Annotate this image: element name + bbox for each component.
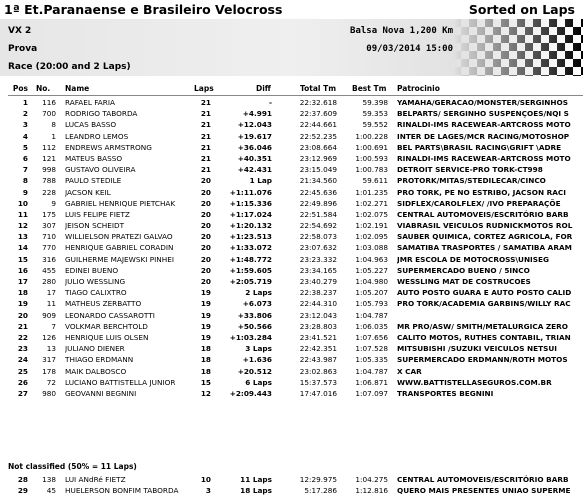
cell-best: 1:00.691 xyxy=(355,142,388,152)
cell-no: 700 xyxy=(42,109,56,119)
cell-diff: +1:59.605 xyxy=(229,265,272,275)
cell-best: 1:05.227 xyxy=(355,265,388,275)
cell-pat: YAMAHA/GERACAO/MONSTER/SERGINHOS xyxy=(397,98,568,107)
cell-best: 1:05.793 xyxy=(355,299,388,309)
cell-name: THIAGO ERDMANN xyxy=(65,355,134,365)
cell-no: 178 xyxy=(42,366,56,376)
cell-laps: 21 xyxy=(200,165,211,175)
not-classified-table xyxy=(0,475,583,497)
cell-laps: 19 xyxy=(200,288,211,298)
cell-name: ENDREWS ARMSTRONG xyxy=(65,142,152,152)
cell-pat: TRANSPORTES BEGNINI xyxy=(397,388,494,398)
cell-no: 980 xyxy=(42,388,56,398)
cell-total: 5:17.286 xyxy=(304,486,337,496)
table-row xyxy=(0,333,583,344)
cell-pat: RINALDI-IMS RACEWEAR-ARTCROSS MOTO xyxy=(397,120,571,130)
cell-pos: 18 xyxy=(17,288,28,298)
table-row xyxy=(0,299,583,310)
cell-best: 1:00.783 xyxy=(355,165,388,175)
cell-total: 22:45.636 xyxy=(299,187,337,197)
cell-diff: +4.991 xyxy=(242,109,272,119)
table-row xyxy=(0,243,583,254)
cell-diff: +1.636 xyxy=(242,355,272,365)
cell-best: 1:07.656 xyxy=(355,332,388,342)
cell-best: 1:04.787 xyxy=(355,366,388,376)
cell-pos: 21 xyxy=(17,321,28,331)
cell-pos: 9 xyxy=(22,187,28,197)
cell-diff: +1:48.772 xyxy=(229,254,272,264)
cell-pos: 16 xyxy=(17,265,28,275)
cell-pat: DETROIT SERVICE-PRO TORK-CT998 xyxy=(397,165,543,175)
table-row xyxy=(0,98,583,109)
table-row xyxy=(0,367,583,378)
not-classified-label: Not classified (50% = 11 Laps) xyxy=(8,462,137,471)
cell-best: 1:07.097 xyxy=(355,388,388,398)
cell-total: 22:42.351 xyxy=(299,344,337,354)
cell-best: 1:04.980 xyxy=(355,277,388,286)
cell-best: 1:05.207 xyxy=(355,288,388,298)
table-row xyxy=(0,378,583,389)
race-header xyxy=(0,19,583,76)
cell-pat: PRO TORK, PE NO ESTRIBO, JACSON RACI xyxy=(397,187,566,197)
cell-name: TIAGO CALIXTRO xyxy=(65,288,127,298)
cell-diff: +42.431 xyxy=(237,165,272,175)
cell-total: 23:12.969 xyxy=(299,153,337,163)
cell-no: 280 xyxy=(42,277,56,286)
cell-no: 316 xyxy=(42,254,56,264)
cell-pat: PRO TORK/ACADEMIA GARBINS/WILLY RAC xyxy=(397,299,571,309)
cell-diff: +1:17.024 xyxy=(229,209,272,219)
cell-no: 228 xyxy=(42,187,56,197)
cell-best: 1:00.228 xyxy=(355,131,388,141)
cell-laps: 20 xyxy=(200,265,211,275)
cell-total: 23:15.049 xyxy=(299,165,337,175)
cell-total: 22:52.235 xyxy=(299,131,337,141)
table-row xyxy=(0,486,583,497)
cell-name: JULIO WESSLING xyxy=(65,277,126,286)
cell-laps: 21 xyxy=(200,153,211,163)
cell-pat: SIDFLEX/CAROLFLEX/ /IVO PREPARAÇÕE xyxy=(397,198,561,208)
table-row xyxy=(0,255,583,266)
cell-no: 9 xyxy=(51,198,56,208)
cell-pat: CALITO MOTOS, RUTHES CONTABIL, TRIAN xyxy=(397,332,571,342)
cell-diff: 2 Laps xyxy=(245,288,272,298)
race-info: Race (20:00 and 2 Laps) xyxy=(8,62,131,72)
cell-laps: 3 xyxy=(205,486,211,496)
checkered-flag-icon xyxy=(453,19,583,76)
cell-name: RAFAEL FARIA xyxy=(65,98,116,107)
cell-total: 22:54.692 xyxy=(299,221,337,231)
cell-total: 23:40.279 xyxy=(299,277,337,286)
cell-pat: SAUBER QUIMICA, CORTEZ AGRICOLA, FOR xyxy=(397,232,573,242)
cell-best: 1:01.235 xyxy=(355,187,388,197)
cell-pos: 19 xyxy=(17,299,28,309)
cell-name: HENRIQUE GABRIEL CORADIN xyxy=(65,243,174,253)
cell-laps: 18 xyxy=(200,344,211,354)
cell-pos: 10 xyxy=(17,198,28,208)
table-row xyxy=(0,176,583,187)
cell-best: 59.611 xyxy=(362,176,388,186)
cell-diff: +50.566 xyxy=(237,321,272,331)
cell-no: 13 xyxy=(46,344,56,354)
cell-no: 710 xyxy=(42,232,56,242)
cell-total: 23:28.803 xyxy=(299,321,337,331)
col-no: No. xyxy=(36,84,51,93)
cell-name: MATEUS BASSO xyxy=(65,153,123,163)
cell-laps: 19 xyxy=(200,332,211,342)
cell-no: 121 xyxy=(42,153,56,163)
cell-total: 23:41.521 xyxy=(299,332,337,342)
cell-no: 998 xyxy=(42,165,56,175)
title-bar xyxy=(0,0,583,19)
cell-diff: +1:11.076 xyxy=(229,187,272,197)
cell-no: 112 xyxy=(42,142,56,152)
cell-pos: 7 xyxy=(22,165,28,175)
cell-diff: +20.512 xyxy=(237,366,272,376)
cell-total: 15:37.573 xyxy=(299,377,337,387)
cell-best: 1:07.528 xyxy=(355,344,388,354)
cell-total: 22:44.310 xyxy=(299,299,337,309)
table-row xyxy=(0,311,583,322)
cell-pos: 29 xyxy=(17,486,28,496)
cell-laps: 20 xyxy=(200,198,211,208)
cell-no: 72 xyxy=(46,377,56,387)
cell-no: 175 xyxy=(42,209,56,219)
cell-total: 22:43.987 xyxy=(299,355,337,365)
table-row xyxy=(0,109,583,120)
cell-no: 138 xyxy=(42,475,56,484)
cell-pos: 12 xyxy=(17,221,28,231)
cell-name: JEISON SCHEIDT xyxy=(65,221,125,231)
event-title: 1ª Et.Paranaense e Brasileiro Velocross xyxy=(4,2,283,17)
cell-pos: 28 xyxy=(17,475,28,484)
cell-laps: 19 xyxy=(200,299,211,309)
cell-name: LUCIANO BATTISTELLA JUNIOR xyxy=(65,377,176,387)
cell-pos: 8 xyxy=(22,176,28,186)
cell-laps: 19 xyxy=(200,310,211,320)
cell-name: LUI ANdRé FIETZ xyxy=(65,475,126,484)
venue-label: Balsa Nova 1,200 Km xyxy=(350,26,453,36)
cell-diff: +1:33.072 xyxy=(229,243,272,253)
cell-total: 21:34.560 xyxy=(299,176,337,186)
cell-laps: 21 xyxy=(200,98,211,107)
cell-pat: WWW.BATTISTELLASEGUROS.COM.BR xyxy=(397,377,552,387)
cell-pat: SUPERMERCADO BUENO / 5INCO xyxy=(397,265,530,275)
cell-no: 126 xyxy=(42,332,56,342)
cell-pos: 22 xyxy=(17,332,28,342)
cell-pat: CENTRAL AUTOMOVEIS/ESCRITÓRIO BARB xyxy=(397,209,569,219)
cell-total: 22:58.073 xyxy=(299,232,337,242)
col-best: Best Tm xyxy=(352,84,387,93)
cell-pos: 17 xyxy=(17,277,28,286)
cell-name: HENRIQUE LUIS OLSEN xyxy=(65,332,149,342)
table-row xyxy=(0,210,583,221)
cell-name: WILLIELSON PRATEZI GALVAO xyxy=(65,232,173,242)
cell-pos: 15 xyxy=(17,254,28,264)
cell-laps: 20 xyxy=(200,221,211,231)
cell-name: LEANDRO LEMOS xyxy=(65,131,129,141)
table-row xyxy=(0,322,583,333)
cell-pat: BEL PARTS\BRASIL RACING\GRIFT \ADRE xyxy=(397,142,562,152)
cell-name: LEONARDO CASSAROTTI xyxy=(65,310,155,320)
cell-diff: +19.617 xyxy=(237,131,272,141)
cell-diff: 3 Laps xyxy=(245,344,272,354)
cell-diff: +12.043 xyxy=(237,120,272,130)
table-row xyxy=(0,165,583,176)
cell-total: 22:32.618 xyxy=(299,98,337,107)
cell-total: 22:37.609 xyxy=(299,109,337,119)
cell-name: VOLKMAR BERCHTOLD xyxy=(65,321,148,331)
cell-diff: +1:15.336 xyxy=(229,198,272,208)
cell-diff: +2:05.719 xyxy=(229,277,272,286)
cell-best: 1:04.963 xyxy=(355,254,388,264)
col-pos: Pos xyxy=(12,84,28,93)
cell-laps: 21 xyxy=(200,142,211,152)
cell-name: RODRIGO TABORDA xyxy=(65,109,138,119)
cell-pat: MITSUBISHI /SUZUKI VEICULOS NETSUI xyxy=(397,344,557,354)
cell-laps: 21 xyxy=(200,120,211,130)
cell-diff: - xyxy=(268,98,272,107)
table-row xyxy=(0,188,583,199)
cell-name: GABRIEL HENRIQUE PIETCHAK xyxy=(65,198,176,208)
cell-pat: SUPERMERCADO ERDMANN/ROTH MOTOS xyxy=(397,355,568,365)
cell-total: 22:38.237 xyxy=(299,288,337,298)
col-patrocinio: Patrocinio xyxy=(397,84,440,93)
cell-best: 59.552 xyxy=(362,120,388,130)
table-row xyxy=(0,199,583,210)
cell-pos: 2 xyxy=(22,109,28,119)
table-row xyxy=(0,221,583,232)
col-diff: Diff xyxy=(256,84,271,93)
cell-total: 23:08.664 xyxy=(299,142,337,152)
cell-pos: 6 xyxy=(22,153,28,163)
cell-name: MAIK DALBOSCO xyxy=(65,366,127,376)
cell-total: 22:51.584 xyxy=(299,209,337,219)
cell-no: 317 xyxy=(42,355,56,365)
cell-laps: 20 xyxy=(200,277,211,286)
cell-name: HUELERSON BONFIM TABORDA xyxy=(65,486,179,496)
cell-best: 1:03.088 xyxy=(355,243,388,253)
cell-no: 45 xyxy=(46,486,56,496)
cell-best: 59.398 xyxy=(362,98,388,107)
cell-pat: JMR ESCOLA DE MOTOCROSS\UNISEG xyxy=(397,254,549,264)
table-row xyxy=(0,120,583,131)
cell-no: 8 xyxy=(51,120,56,130)
cell-no: 116 xyxy=(42,98,56,107)
divider xyxy=(8,95,583,96)
cell-diff: 6 Laps xyxy=(245,377,272,387)
cell-name: JACSON KEIL xyxy=(65,187,111,197)
col-total: Total Tm xyxy=(300,84,337,93)
cell-name: JULIANO DIENER xyxy=(65,344,125,354)
table-row xyxy=(0,475,583,486)
table-row xyxy=(0,288,583,299)
table-row xyxy=(0,143,583,154)
cell-no: 909 xyxy=(42,310,56,320)
cell-best: 1:02.095 xyxy=(355,232,388,242)
sort-label: Sorted on Laps xyxy=(468,2,575,17)
cell-name: EDINEI BUENO xyxy=(65,265,119,275)
col-laps: Laps xyxy=(194,84,214,93)
cell-best: 1:05.335 xyxy=(355,355,388,365)
cell-pat: CENTRAL AUTOMOVEIS/ESCRITÓRIO BARB xyxy=(397,475,569,484)
cell-no: 17 xyxy=(46,288,56,298)
cell-pat: MR PRO/ASW/ SMITH/METALURGICA ZERO xyxy=(397,321,568,331)
cell-name: LUIS FELIPE FIETZ xyxy=(65,209,130,219)
cell-laps: 20 xyxy=(200,209,211,219)
cell-diff: +1:20.132 xyxy=(229,221,272,231)
cell-total: 22:49.896 xyxy=(299,198,337,208)
cell-best: 1:02.075 xyxy=(355,209,388,219)
cell-pos: 20 xyxy=(17,310,28,320)
cell-total: 23:12.043 xyxy=(299,310,337,320)
cell-name: PAULO STEDILE xyxy=(65,176,122,186)
cell-pos: 24 xyxy=(17,355,28,365)
cell-diff: +1:03.284 xyxy=(229,332,272,342)
cell-diff: 18 Laps xyxy=(240,486,272,496)
table-row xyxy=(0,355,583,366)
cell-laps: 21 xyxy=(200,131,211,141)
cell-pat: BELPARTS/ SERGINHO SUSPENÇOES/NQI S xyxy=(397,109,569,119)
cell-no: 770 xyxy=(42,243,56,253)
cell-pos: 25 xyxy=(17,366,28,376)
table-row xyxy=(0,154,583,165)
cell-best: 1:04.275 xyxy=(355,475,388,484)
cell-best: 1:04.787 xyxy=(355,310,388,320)
cell-pos: 11 xyxy=(17,209,28,219)
cell-name: GUILHERME MAJEWSKI PINHEI xyxy=(65,254,175,264)
cell-pat: RINALDI-IMS RACEWEAR-ARTCROSS MOTO xyxy=(397,153,571,163)
cell-pos: 23 xyxy=(17,344,28,354)
cell-total: 23:34.165 xyxy=(299,265,337,275)
cell-name: LUCAS BASSO xyxy=(65,120,117,130)
cell-diff: +40.351 xyxy=(237,153,272,163)
cell-laps: 20 xyxy=(200,243,211,253)
class-label: VX 2 xyxy=(8,26,32,36)
table-row xyxy=(0,266,583,277)
cell-no: 455 xyxy=(42,265,56,275)
table-row xyxy=(0,277,583,288)
cell-laps: 18 xyxy=(200,366,211,376)
cell-best: 1:00.593 xyxy=(355,153,388,163)
cell-diff: 11 Laps xyxy=(240,475,272,484)
cell-total: 23:02.863 xyxy=(299,366,337,376)
cell-pat: X CAR xyxy=(397,366,422,376)
cell-pos: 3 xyxy=(22,120,28,130)
cell-laps: 10 xyxy=(200,475,211,484)
cell-best: 1:02.271 xyxy=(355,198,388,208)
table-row xyxy=(0,132,583,143)
table-row xyxy=(0,344,583,355)
cell-laps: 18 xyxy=(200,355,211,365)
cell-laps: 15 xyxy=(200,377,211,387)
cell-diff: +1:23.513 xyxy=(229,232,272,242)
cell-total: 12:29.975 xyxy=(299,475,337,484)
cell-no: 307 xyxy=(42,221,56,231)
cell-diff: +36.046 xyxy=(237,142,272,152)
cell-pos: 26 xyxy=(17,377,28,387)
cell-laps: 20 xyxy=(200,232,211,242)
cell-best: 59.353 xyxy=(362,109,388,119)
cell-diff: +33.806 xyxy=(237,310,272,320)
cell-no: 788 xyxy=(42,176,56,186)
cell-total: 17:47.016 xyxy=(299,388,337,398)
cell-total: 22:44.661 xyxy=(299,120,337,130)
cell-name: GEOVANNI BEGNINI xyxy=(65,388,137,398)
cell-total: 23:07.632 xyxy=(299,243,337,253)
cell-pos: 1 xyxy=(22,98,28,107)
cell-name: GUSTAVO OLIVEIRA xyxy=(65,165,136,175)
cell-pos: 27 xyxy=(17,388,28,398)
cell-pos: 4 xyxy=(22,131,28,141)
cell-best: 1:02.191 xyxy=(355,221,388,231)
cell-laps: 20 xyxy=(200,176,211,186)
cell-pat: WESSLING MAT DE COSTRUCOES xyxy=(397,277,531,286)
cell-laps: 20 xyxy=(200,254,211,264)
table-row xyxy=(0,232,583,243)
datetime-label: 09/03/2014 15:00 xyxy=(366,44,453,54)
cell-pat: INTER DE LAGES/MCR RACING/MOTOSHOP xyxy=(397,131,570,141)
cell-diff: 1 Lap xyxy=(249,176,272,186)
cell-no: 7 xyxy=(51,321,56,331)
cell-pat: VIABRASIL VEICULOS RUDNICKMOTOS ROL xyxy=(397,221,573,231)
table-row xyxy=(0,389,583,400)
cell-laps: 21 xyxy=(200,109,211,119)
cell-laps: 12 xyxy=(200,388,211,398)
session-label: Prova xyxy=(8,44,38,54)
cell-best: 1:12.816 xyxy=(355,486,388,496)
cell-no: 1 xyxy=(51,131,56,141)
cell-pos: 13 xyxy=(17,232,28,242)
cell-pat: SAMATIBA TRASPORTES / SAMATIBA ARAM xyxy=(397,243,572,253)
cell-pat: PROTORK/MITAS/STEDILECAR/CINCO xyxy=(397,176,546,186)
cell-pat: QUERO MAIS PRESENTES UNIAO SUPERME xyxy=(397,486,571,496)
cell-no: 11 xyxy=(46,299,56,309)
cell-diff: +6.073 xyxy=(242,299,272,309)
cell-diff: +2:09.443 xyxy=(229,388,272,398)
col-name: Name xyxy=(65,84,90,93)
cell-pos: 14 xyxy=(17,243,28,253)
cell-best: 1:06.035 xyxy=(355,321,388,331)
cell-total: 23:23.332 xyxy=(299,254,337,264)
cell-pos: 5 xyxy=(22,142,28,152)
results-table xyxy=(0,98,583,400)
cell-laps: 20 xyxy=(200,187,211,197)
cell-laps: 19 xyxy=(200,321,211,331)
cell-best: 1:06.871 xyxy=(355,377,388,387)
cell-name: MATHEUS ZERBATTO xyxy=(65,299,142,309)
cell-pat: AUTO POSTO GUARA E AUTO POSTO CALID xyxy=(397,288,572,298)
